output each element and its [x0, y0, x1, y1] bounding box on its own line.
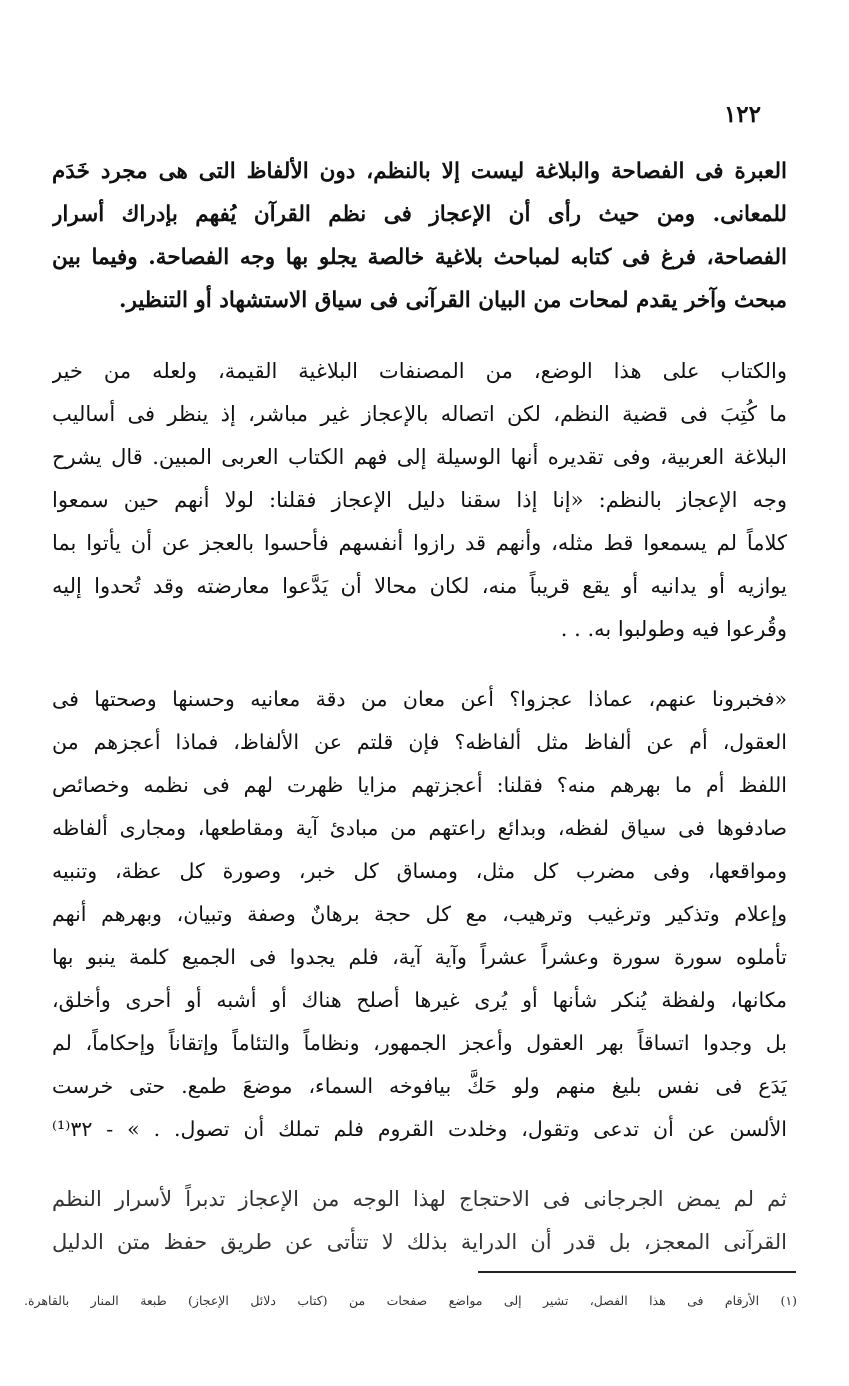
text-line: والكتاب على هذا الوضع، من المصنفات البلاغية القيمة، ولعله من خير [52, 359, 787, 383]
page-number: ١٢٢ [723, 101, 761, 128]
text-line: البلاغة العربية، وفى تقديره أنها الوسيلة إلى فهم الكتاب العربى المبين. قال يشرح [52, 445, 787, 469]
text-line: الألسن عن أن تدعى وتقول، وخلدت القروم فلم تملك أن تصول. . » - ٣٢⁽¹⁾ [52, 1117, 787, 1141]
text-line: يوازيه أو يدانيه أو يقع قريباً منه، لكان محالا أن يَدَّعوا معارضته وقد تُحدوا إليه [52, 574, 787, 598]
text-line: صادفوها فى سياق لفظه، وبدائع راعتهم من مبادئ آية ومقاطعها، ومجارى ألفاظه [52, 816, 787, 840]
paragraph-2 [52, 350, 787, 651]
text-line: للمعانى. ومن حيث رأى أن الإعجاز فى نظم القرآن يُفهم بإدراك أسرار [52, 202, 787, 227]
text-line: اللفظ أم ما بهرهم منه؟ فقلنا: أعجزتهم مزايا ظهرت لهم فى نظمه وخصائص [52, 773, 787, 797]
text-line: كلاماً لم يسمعوا قط مثله، وأنهم قد رازوا أنفسهم فأحسوا بالعجز عن أن يأتوا بما [52, 531, 787, 555]
footnote-divider [478, 1271, 796, 1273]
text-line: يَدَع فى نفس بليغ منهم ولو حَكَّ بيافوخه السماء، موضعَ طمع. حتى خرست [52, 1074, 787, 1098]
text-line: العقول، أم عن ألفاظ مثل ألفاظه؟ فإن قلتم عن الألفاظ، فماذا أعجزهم من [52, 730, 787, 754]
text-line: وجه الإعجاز بالنظم: «إنا إذا سقنا دليل الإعجاز فقلنا: لولا أنهم حين سمعوا [52, 488, 787, 512]
text-line: مبحث وآخر يقدم لمحات من البيان القرآنى فى سياق الاستشهاد أو التنظير. [118, 288, 787, 313]
paragraph-3-quotation [52, 678, 787, 1151]
text-line: تأملوه سورة سورة وعشراً عشراً وآية آية، فلم يجدوا فى الجميع كلمة ينبو بها [52, 945, 787, 969]
text-line: ومواقعها، وفى مضرب كل مثل، ومساق كل خبر، وصورة كل عظة، وتنبيه [52, 859, 787, 883]
text-line: القرآنى المعجز، بل قدر أن الدراية بذلك لا تتأتى عن طريق حفظ متن الدليل [52, 1230, 787, 1254]
paragraph-1 [52, 150, 787, 322]
text-line: العبرة فى الفصاحة والبلاغة ليست إلا بالنظم، دون الألفاظ التى هى مجرد خَدَم [52, 159, 787, 184]
text-line: الفصاحة، فرغ فى كتابه لمباحث بلاغية خالصة يجلو بها وجه الفصاحة. وفيما بين [52, 245, 787, 270]
footnote: (١) الأرقام فى هذا الفصل، تشير إلى مواضع صفحات من (كتاب دلائل الإعجاز) طبعة المنار بالقاهرة. [24, 1293, 797, 1308]
text-line: ما كُتِبَ فى قضية النظم، لكن اتصاله بالإعجاز غير مباشر، إذ ينظر فى أساليب [52, 402, 787, 426]
text-line: بل وجدوا اتساقاً بهر العقول وأعجز الجمهور، ونظاماً والتئاماً وإتقاناً وإحكاماً، لم [52, 1031, 787, 1055]
paragraph-4 [52, 1178, 787, 1264]
text-line: وقُرعوا فيه وطولبوا به. . . [560, 617, 787, 641]
text-line: وإعلام وتذكير وترغيب وترهيب، مع كل حجة برهانٌ وصفة وتبيان، وبهرهم أنهم [52, 902, 787, 926]
text-line: «فخبرونا عنهم، عماذا عجزوا؟ أعن معان من دقة معانيه وحسنها وصحتها فى [52, 687, 787, 711]
text-line: ثم لم يمض الجرجانى فى الاحتجاج لهذا الوجه من الإعجاز تدبراً لأسرار النظم [52, 1187, 787, 1211]
text-line: مكانها، ولفظة يُنكر شأنها أو يُرى غيرها أصلح هناك أو أشبه أو أحرى وأخلق، [52, 988, 787, 1012]
